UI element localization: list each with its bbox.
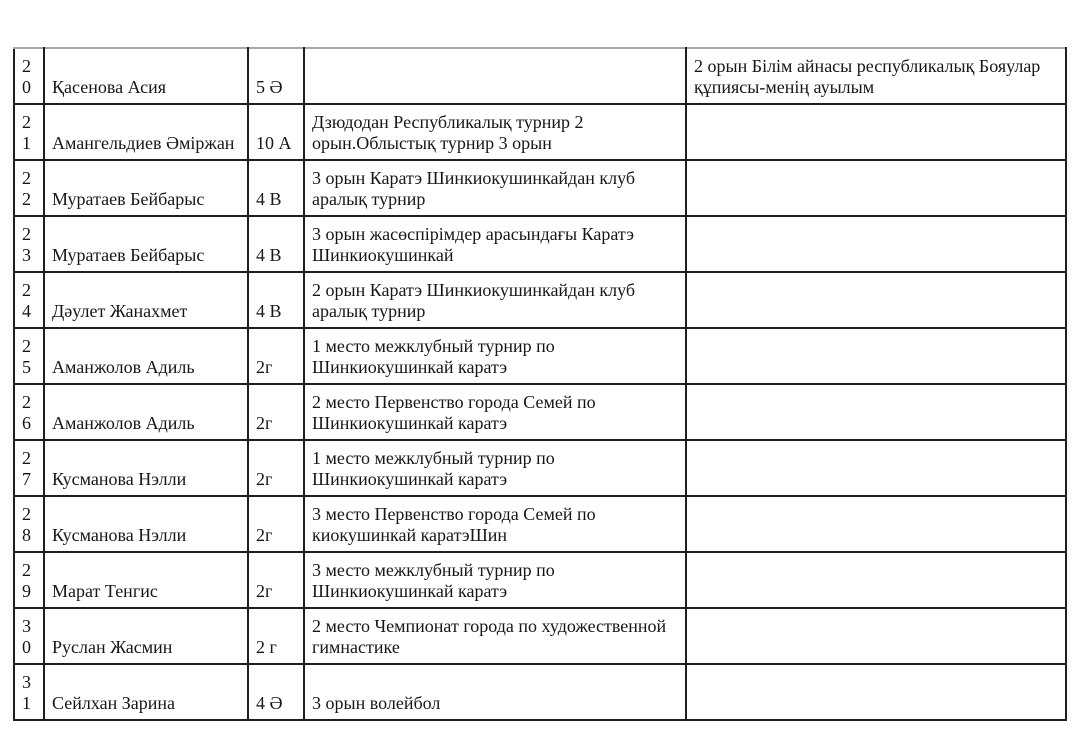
- achievement-cell: 3 орын жасөспірімдер арасындағы Каратэ Шинкиокушинкай: [304, 216, 686, 272]
- table-row: [14, 328, 1066, 384]
- student-name-cell: Сейлхан Зарина: [44, 664, 248, 720]
- achievement-other-cell: [686, 440, 1066, 496]
- row-number-cell: 25: [14, 328, 44, 384]
- grade-cell: 2г: [248, 440, 304, 496]
- row-number-cell: 29: [14, 552, 44, 608]
- achievement-other-cell: [686, 664, 1066, 720]
- achievement-other-cell: [686, 608, 1066, 664]
- achievement-other-cell: [686, 272, 1066, 328]
- achievement-cell: 3 орын волейбол: [304, 664, 686, 720]
- grade-cell: 4 В: [248, 160, 304, 216]
- achievement-other-cell: [686, 216, 1066, 272]
- table-row: [14, 608, 1066, 664]
- student-name-cell: Руслан Жасмин: [44, 608, 248, 664]
- student-name-cell: Кусманова Нэлли: [44, 440, 248, 496]
- grade-cell: 10 А: [248, 104, 304, 160]
- achievement-cell: 2 орын Каратэ Шинкиокушинкайдан клуб аралық турнир: [304, 272, 686, 328]
- achievement-other-cell: [686, 384, 1066, 440]
- grade-cell: 4 В: [248, 272, 304, 328]
- student-name-cell: Аманжолов Адиль: [44, 328, 248, 384]
- grade-cell: 4 В: [248, 216, 304, 272]
- student-name-cell: Муратаев Бейбарыс: [44, 216, 248, 272]
- table-body: [14, 48, 1066, 720]
- achievement-other-cell: [686, 160, 1066, 216]
- table-row: [14, 440, 1066, 496]
- grade-cell: 2г: [248, 552, 304, 608]
- student-name-cell: Аманжолов Адиль: [44, 384, 248, 440]
- achievement-cell: [304, 48, 686, 104]
- grade-cell: 4 Ә: [248, 664, 304, 720]
- row-number-cell: 28: [14, 496, 44, 552]
- achievement-cell: 3 место Первенство города Семей по киокушинкай каратэШин: [304, 496, 686, 552]
- student-name-cell: Қасенова Асия: [44, 48, 248, 104]
- achievement-other-cell: [686, 104, 1066, 160]
- grade-cell: 2 г: [248, 608, 304, 664]
- achievement-other-cell: [686, 496, 1066, 552]
- achievement-cell: 1 место межклубный турнир по Шинкиокушинкай каратэ: [304, 328, 686, 384]
- achievement-other-cell: [686, 552, 1066, 608]
- grade-cell: 2г: [248, 384, 304, 440]
- student-name-cell: Марат Тенгис: [44, 552, 248, 608]
- table-row: [14, 48, 1066, 104]
- row-number-cell: 27: [14, 440, 44, 496]
- achievement-cell: 1 место межклубный турнир по Шинкиокушинкай каратэ: [304, 440, 686, 496]
- student-name-cell: Муратаев Бейбарыс: [44, 160, 248, 216]
- row-number-cell: 20: [14, 48, 44, 104]
- row-number-cell: 21: [14, 104, 44, 160]
- achievement-other-cell: 2 орын Білім айнасы республикалық Бояулар құпиясы-менің ауылым: [686, 48, 1066, 104]
- row-number-cell: 24: [14, 272, 44, 328]
- grade-cell: 2г: [248, 496, 304, 552]
- student-name-cell: Амангельдиев Әміржан: [44, 104, 248, 160]
- table-row: [14, 496, 1066, 552]
- grade-cell: 5 Ә: [248, 48, 304, 104]
- table-row: [14, 272, 1066, 328]
- row-number-cell: 22: [14, 160, 44, 216]
- row-number-cell: 23: [14, 216, 44, 272]
- student-name-cell: Кусманова Нэлли: [44, 496, 248, 552]
- grade-cell: 2г: [248, 328, 304, 384]
- table-row: [14, 384, 1066, 440]
- achievements-table: [13, 47, 1067, 721]
- row-number-cell: 31: [14, 664, 44, 720]
- row-number-cell: 26: [14, 384, 44, 440]
- student-name-cell: Дәулет Жанахмет: [44, 272, 248, 328]
- achievement-cell: Дзюдодан Республикалық турнир 2 орын.Облыстық турнир 3 орын: [304, 104, 686, 160]
- achievement-other-cell: [686, 328, 1066, 384]
- achievement-cell: 2 место Первенство города Семей по Шинкиокушинкай каратэ: [304, 384, 686, 440]
- row-number-cell: 30: [14, 608, 44, 664]
- achievement-cell: 2 место Чемпионат города по художественной гимнастике: [304, 608, 686, 664]
- table-row: [14, 104, 1066, 160]
- table-row: [14, 160, 1066, 216]
- table-row: [14, 664, 1066, 720]
- achievement-cell: 3 орын Каратэ Шинкиокушинкайдан клуб аралық турнир: [304, 160, 686, 216]
- table-row: [14, 552, 1066, 608]
- table-row: [14, 216, 1066, 272]
- achievement-cell: 3 место межклубный турнир по Шинкиокушинкай каратэ: [304, 552, 686, 608]
